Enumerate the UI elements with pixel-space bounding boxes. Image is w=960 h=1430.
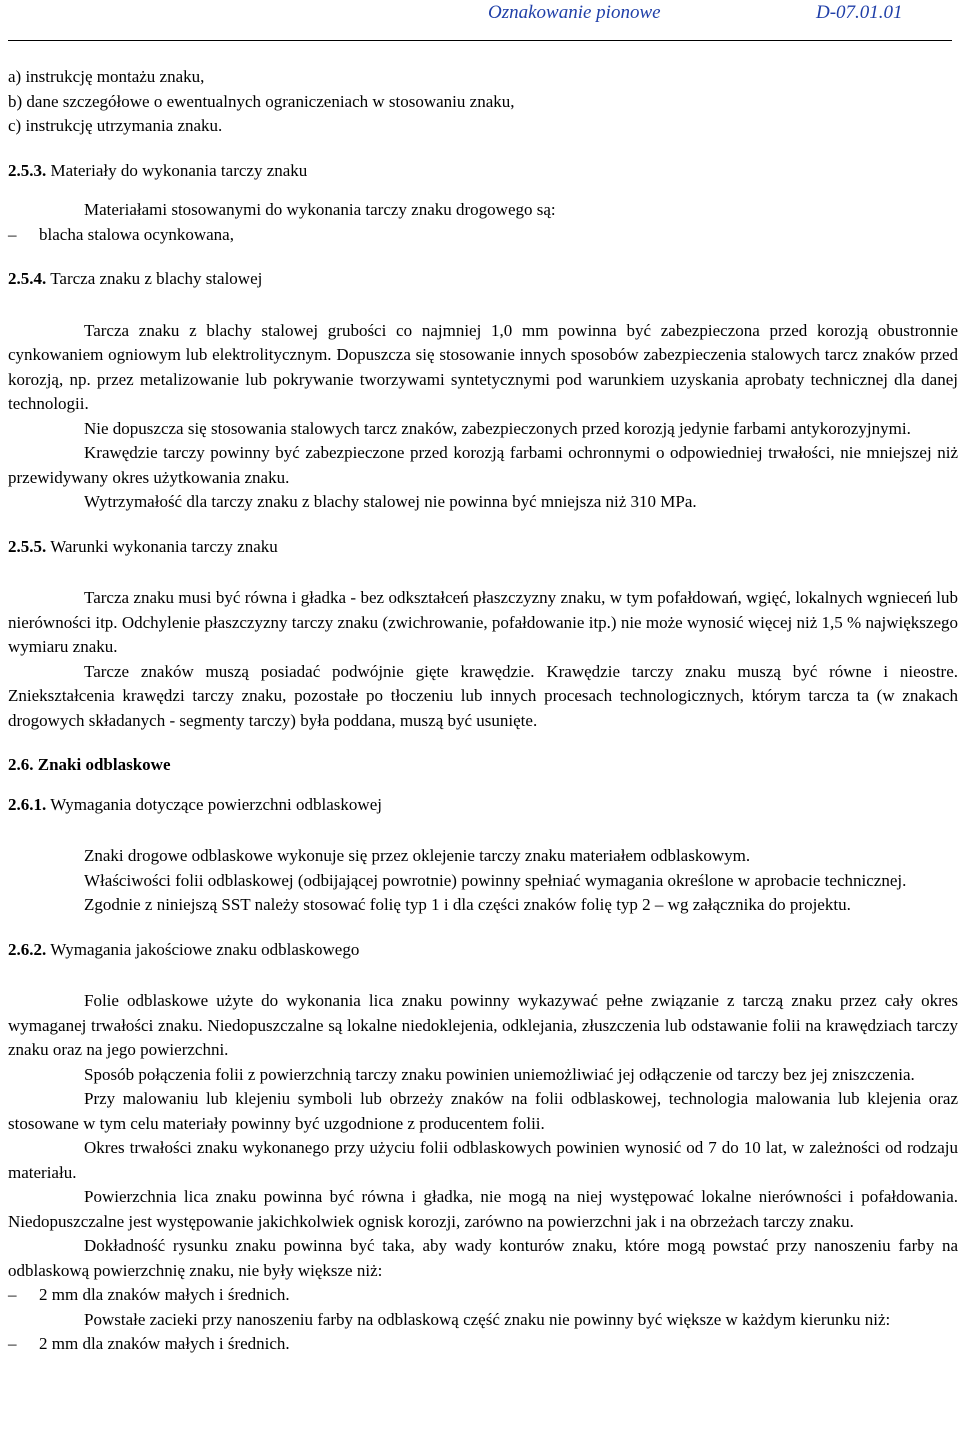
bullet-item <box>8 223 958 248</box>
page-header <box>0 0 960 42</box>
bullet-text: 2 mm dla znaków małych i średnich. <box>39 1334 290 1353</box>
paragraph: Tarcza znaku musi być równa i gładka - bez odkształceń płaszczyzny znaku, w tym pofałdowań, wgięć, lokalnych wgnieceń lub nierówności itp. Odchylenie płaszczyzny tarczy znaku (zwichrowanie, pofałdowanie itp.) nie może wynosić więcej niż 1,5 % największego wymiaru znaku. <box>8 588 958 656</box>
header-title: Oznakowanie pionowe <box>488 2 661 23</box>
section-heading-2-5-4 <box>8 267 958 292</box>
section-title: Wymagania dotyczące powierzchni odblaskowej <box>50 794 382 814</box>
paragraph: Tarcze znaków muszą posiadać podwójnie gięte krawędzie. Krawędzie tarczy znaku muszą być równe i nieostre. Zniekształcenia krawędzi tarczy znaku, pozostałe po tłoczeniu lub innych procesach technologicznych, którym tarcza ta (w znakach drogowych składanych - segmenty tarczy) była poddana, muszą być usunięte. <box>8 661 958 730</box>
header-divider <box>8 40 952 41</box>
section-title: Tarcza znaku z blachy stalowej <box>50 269 263 288</box>
section-title: Wymagania jakościowe znaku odblaskowego <box>50 939 360 959</box>
paragraph: Tarcza znaku z blachy stalowej grubości co najmniej 1,0 mm powinna być zabezpieczona przed korozją obustronnie cynkowaniem ogniowym lub elektrolitycznym. Dopuszcza się stosowanie innych sposobów zabezpieczenia stalowych tarcz znaków przed korozją, np. przez metalizowanie lub pokrywanie tworzywami syntetycznymi pod warunkiem uzyskania aprobaty technicznej dla danej technologii. <box>8 320 958 413</box>
bullet-item <box>8 1283 958 1308</box>
paragraph: Okres trwałości znaku wykonanego przy użyciu folii odblaskowych powinien wynosić od 7 do 10 lat, w zależności od rodzaju materiału. <box>8 1138 958 1182</box>
paragraph: Znaki drogowe odblaskowe wykonuje się przez oklejenie tarczy znaku materiałem odblaskowym. <box>84 846 751 865</box>
section-heading-2-6: 2.6. Znaki odblaskowe <box>8 755 171 774</box>
paragraph: Powstałe zacieki przy nanoszeniu farby na odblaskową część znaku nie powinny być większe w każdym kierunku niż: <box>84 1309 891 1329</box>
list-item: c) instrukcję utrzymania znaku. <box>8 116 223 135</box>
paragraph: Przy malowaniu lub klejeniu symboli lub obrzeży znaków na folii odblaskowej, technologia malowania lub klejenia oraz stosowane w tym celu materiały powinny być uzgodnione z producentem folii. <box>8 1089 958 1133</box>
list-item: b) dane szczegółowe o ewentualnych ograniczeniach w stosowaniu znaku, <box>8 91 515 111</box>
dash-bullet: – <box>8 1334 17 1353</box>
list-item: a) instrukcję montażu znaku, <box>8 67 205 86</box>
section-title: Materiały do wykonania tarczy znaku <box>50 160 308 180</box>
paragraph: Folie odblaskowe użyte do wykonania lica znaku powinny wykazywać pełne związanie z tarczą znaku przez cały okres wymaganej trwałości znaku. Niedopuszczalne są lokalne niedoklejenia, odklejania, złuszczenia lub odstawanie folii na krawędziach tarczy znaku oraz na jego powierzchni. <box>8 991 958 1059</box>
paragraph: Sposób połączenia folii z powierzchnią tarczy znaku powinien uniemożliwiać jej odłączenie od tarczy bez jej zniszczenia. <box>84 1064 915 1084</box>
paragraph: Wytrzymałość dla tarczy znaku z blachy stalowej nie powinna być mniejsza niż 310 MPa. <box>84 492 697 511</box>
paragraph: Zgodnie z niniejszą SST należy stosować folię typ 1 i dla części znaków folię typ 2 – wg załącznika do projektu. <box>84 895 851 914</box>
section-number: 2.5.3. <box>8 160 47 180</box>
dash-bullet: – <box>8 1285 17 1304</box>
section-number: 2.6.1. <box>8 794 47 814</box>
paragraph: Powierzchnia lica znaku powinna być równa i gładka, nie mogą na niej występować lokalne nierówności i pofałdowania. Niedopuszczalne jest występowanie jakichkolwiek ognisk korozji, zarówno na powierzchni jak i na obrzeżach tarczy znaku. <box>8 1187 958 1231</box>
section-number: 2.5.5. <box>8 536 47 556</box>
section-number: 2.5.4. <box>8 269 47 288</box>
paragraph: Krawędzie tarczy powinny być zabezpieczone przed korozją farbami ochronnymi o odpowiedniej trwałości, nie mniejszej niż przewidywany okres użytkowania znaku. <box>8 443 958 487</box>
section-heading-2-5-3 <box>8 159 958 184</box>
bullet-text: 2 mm dla znaków małych i średnich. <box>39 1285 290 1304</box>
bullet-text: blacha stalowa ocynkowana, <box>39 224 234 244</box>
paragraph: Dokładność rysunku znaku powinna być taka, aby wady konturów znaku, które mogą powstać przy nanoszeniu farby na odblaskową powierzchnię znaku, nie były większe niż: <box>8 1236 958 1280</box>
header-document-code: D-07.01.01 <box>816 2 903 23</box>
document-body <box>8 65 958 1357</box>
section-heading-2-5-5 <box>8 535 958 560</box>
paragraph: Właściwości folii odblaskowej (odbijającej powrotnie) powinny spełniać wymagania określone w aprobacie technicznej. <box>84 870 907 890</box>
section-heading-2-6-1 <box>8 793 958 818</box>
paragraph: Nie dopuszcza się stosowania stalowych tarcz znaków, zabezpieczonych przed korozją jedynie farbami antykorozyjnymi. <box>84 418 911 438</box>
dash-bullet: – <box>8 224 17 244</box>
section-number: 2.6.2. <box>8 939 47 959</box>
section-heading-2-6-2 <box>8 938 958 963</box>
paragraph: Materiałami stosowanymi do wykonania tarczy znaku drogowego są: <box>84 200 556 219</box>
bullet-item <box>8 1332 958 1357</box>
section-title: Warunki wykonania tarczy znaku <box>50 536 278 556</box>
